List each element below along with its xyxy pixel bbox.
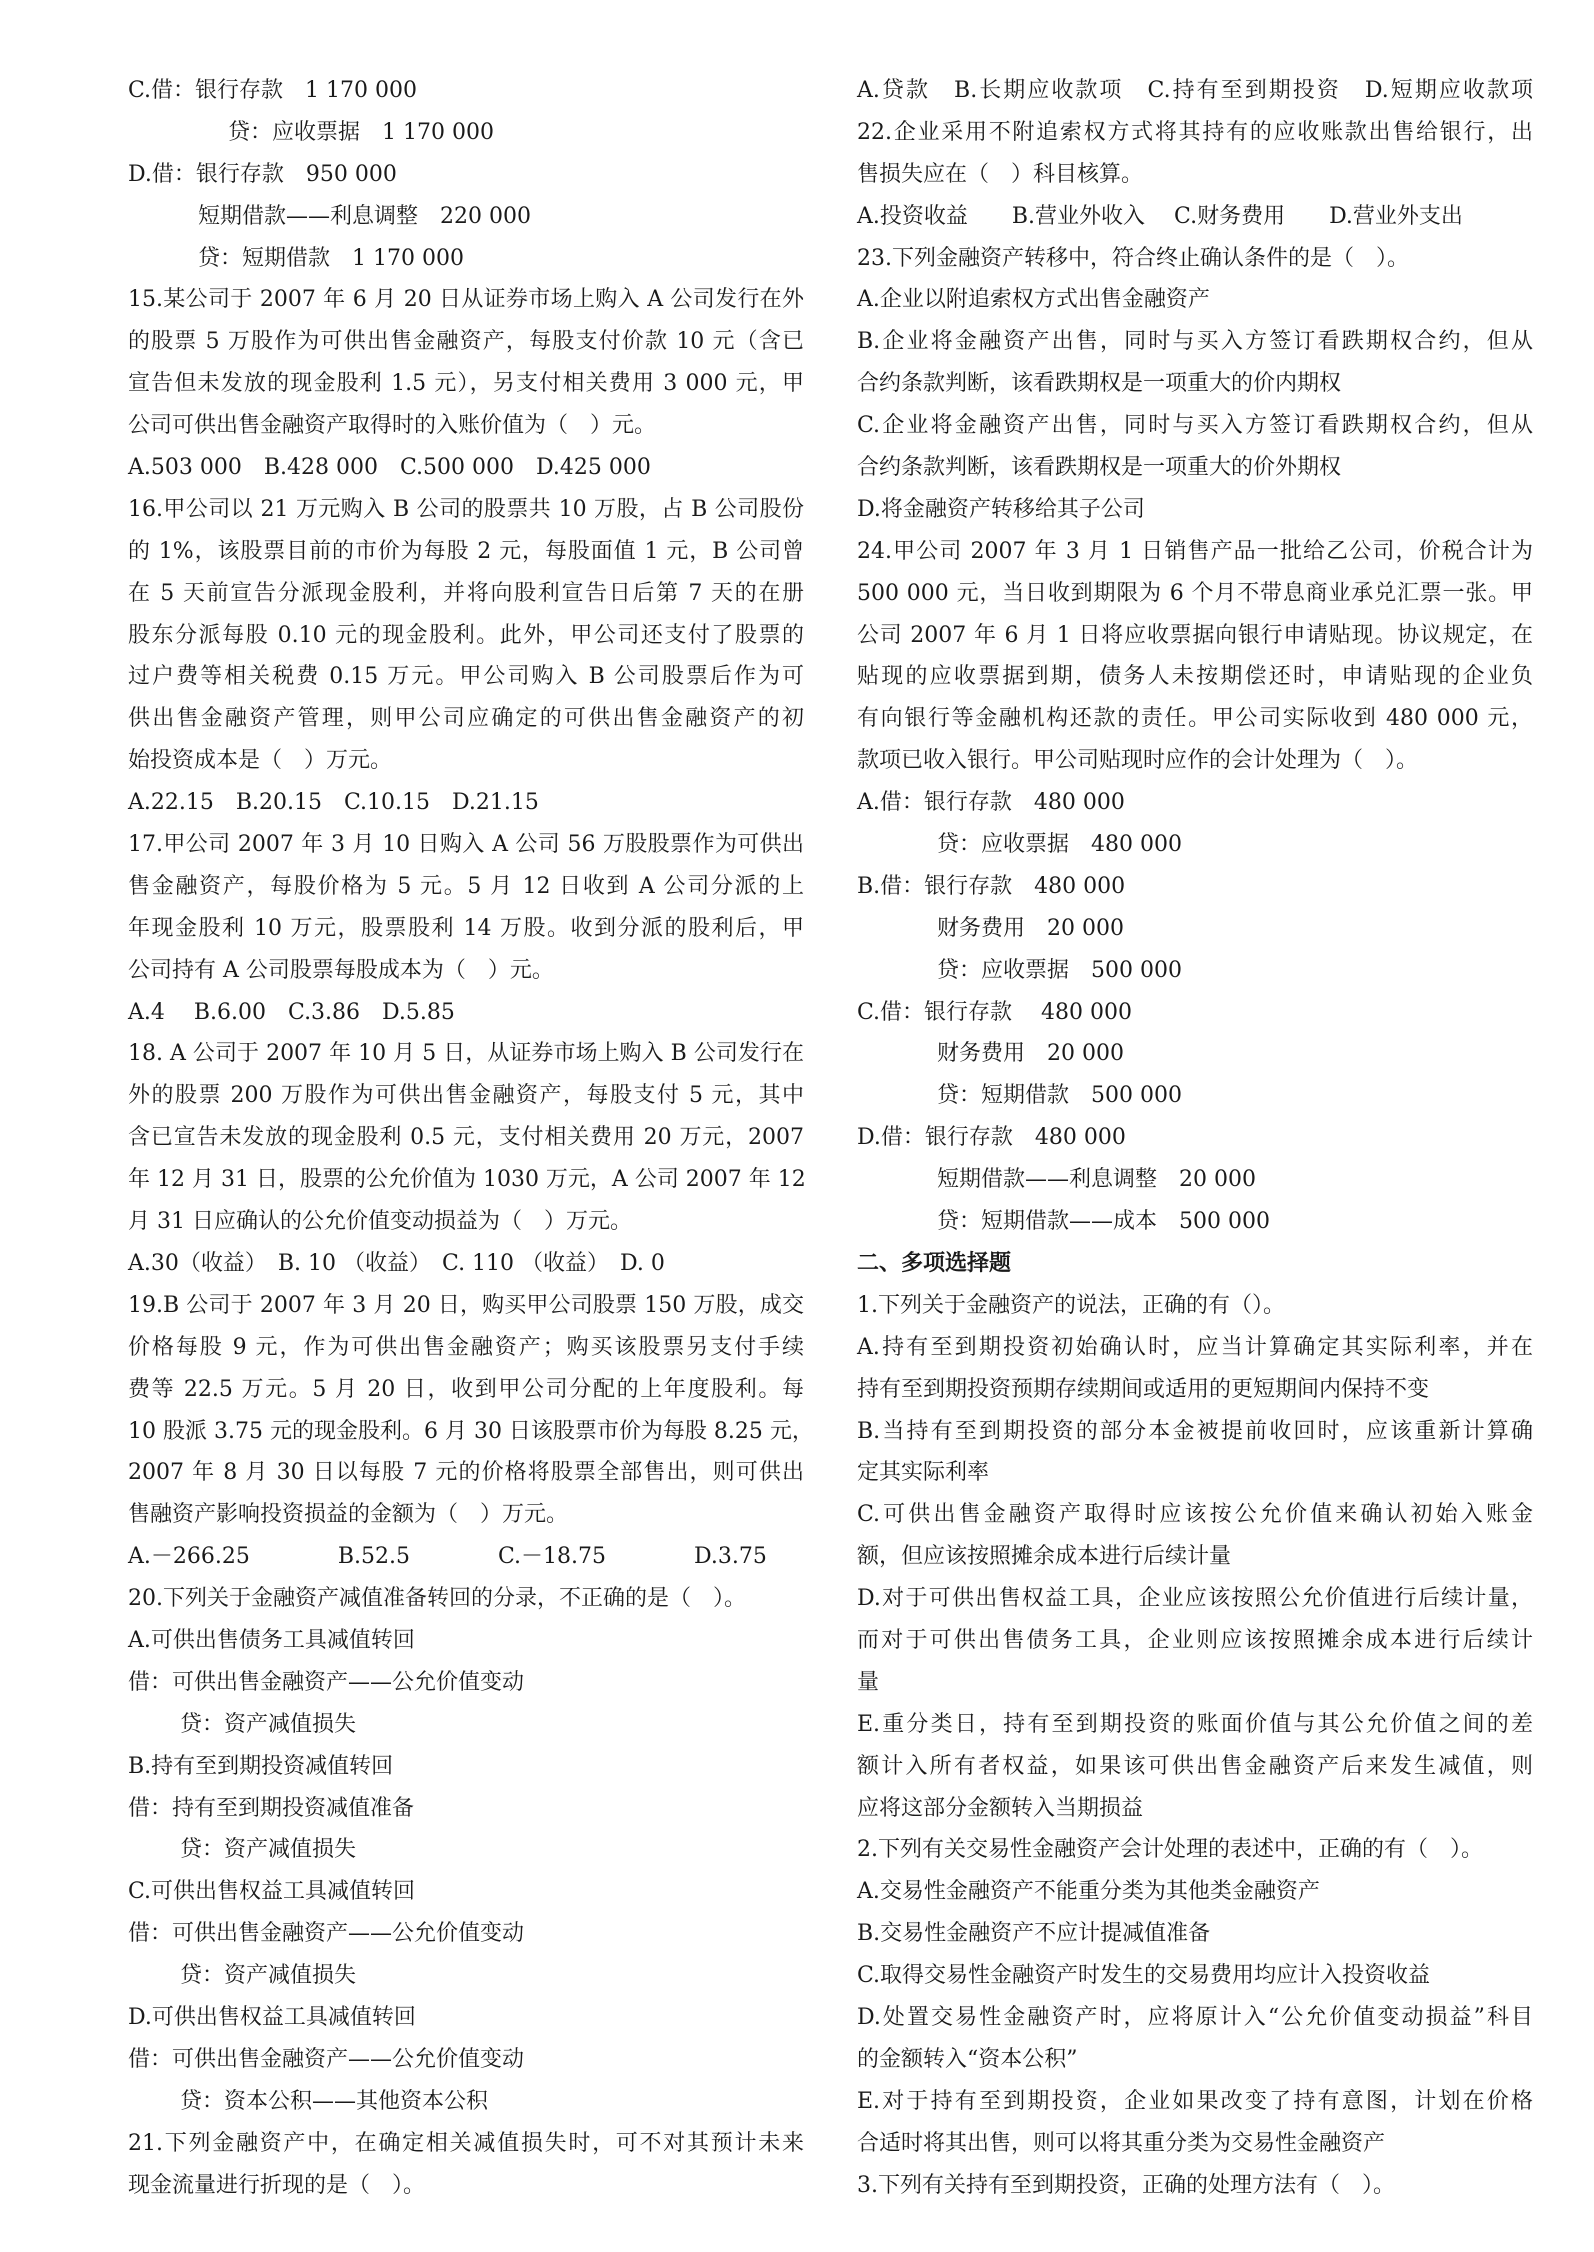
text-line: 供出售金融资产管理，则甲公司应确定的可供出售金融资产的初 (128, 706, 804, 732)
text-line: 定其实际利率 (857, 1460, 990, 1486)
text-line: D.处置交易性金融资产时，应将原计入“公允价值变动损益”科目 (857, 2004, 1533, 2030)
text-line: D.借：银行存款 950 000 (128, 161, 397, 187)
text-line: 短期借款——利息调整 20 000 (937, 1167, 1256, 1193)
text-line: 500 000 元，当日收到期限为 6 个月不带息商业承兑汇票一张。甲 (857, 580, 1533, 606)
text-line: 20.下列关于金融资产减值准备转回的分录，不正确的是（ ）。 (128, 1586, 746, 1612)
text-line: 公司 2007 年 6 月 1 日将应收票据向银行申请贴现。协议规定，在 (857, 622, 1533, 648)
text-line: B.持有至到期投资减值转回 (128, 1753, 394, 1779)
text-line: 贴现的应收票据到期，债务人未按期偿还时，申请贴现的企业负 (857, 664, 1533, 690)
text-line: 的 1%，该股票目前的市价为每股 2 元，每股面值 1 元，B 公司曾 (128, 538, 804, 564)
text-line: 贷：短期借款 500 000 (937, 1083, 1182, 1109)
text-line: 借：可供出售金融资产——公允价值变动 (128, 1669, 525, 1695)
text-line: 财务费用 20 000 (937, 915, 1124, 941)
text-line: 财务费用 20 000 (937, 1041, 1124, 1067)
right-column (857, 70, 1533, 2206)
text-line: A.503 000 B.428 000 C.500 000 D.425 000 (128, 455, 651, 481)
text-line: 1.下列关于金融资产的说法，正确的有（）。 (857, 1292, 1285, 1318)
text-line: 量 (857, 1669, 880, 1695)
text-line: C.企业将金融资产出售，同时与买入方签订看跌期权合约，但从 (857, 413, 1533, 439)
text-line: 18. A 公司于 2007 年 10 月 5 日，从证券市场上购入 B 公司发行在 (128, 1041, 804, 1067)
text-line: 17.甲公司 2007 年 3 月 10 日购入 A 公司 56 万股股票作为可供出 (128, 832, 804, 858)
text-line: A.－266.25 B.52.5 C.－18.75 D.3.75 (128, 1544, 767, 1570)
text-line: 售金融资产，每股价格为 5 元。5 月 12 日收到 A 公司分派的上 (128, 873, 804, 899)
text-line: 合适时将其出售，则可以将其重分类为交易性金融资产 (857, 2130, 1386, 2156)
text-line: 在 5 天前宣告分派现金股利，并将向股利宣告日后第 7 天的在册 (128, 580, 804, 606)
text-line: B.借：银行存款 480 000 (857, 873, 1126, 899)
text-line: 贷：应收票据 480 000 (937, 832, 1182, 858)
text-line: 借：可供出售金融资产——公允价值变动 (128, 1921, 525, 1947)
text-line: 现金流量进行折现的是（ ）。 (128, 2172, 426, 2198)
text-line: E.对于持有至到期投资，企业如果改变了持有意图，计划在价格 (857, 2088, 1533, 2114)
text-line: 过户费等相关税费 0.15 万元。甲公司购入 B 公司股票后作为可 (128, 664, 804, 690)
text-line: 有向银行等金融机构还款的责任。甲公司实际收到 480 000 元， (857, 706, 1533, 732)
text-line: 公司可供出售金融资产取得时的入账价值为（ ）元。 (128, 413, 657, 439)
text-line: 短期借款——利息调整 220 000 (198, 203, 531, 229)
text-line: 售损失应在（ ）科目核算。 (857, 161, 1144, 187)
text-line: 贷：资产减值损失 (180, 1711, 357, 1737)
text-line: 21.下列金融资产中，在确定相关减值损失时，可不对其预计未来 (128, 2130, 804, 2156)
text-line: 贷：短期借款——成本 500 000 (937, 1209, 1270, 1235)
text-line: 费等 22.5 万元。5 月 20 日，收到甲公司分配的上年度股利。每 (128, 1376, 804, 1402)
text-line: 外的股票 200 万股作为可供出售金融资产，每股支付 5 元，其中 (128, 1083, 804, 1109)
text-line: 含已宣告未发放的现金股利 0.5 元，支付相关费用 20 万元，2007 (128, 1125, 804, 1151)
text-line: 10 股派 3.75 元的现金股利。6 月 30 日该股票市价为每股 8.25 元， (128, 1418, 814, 1444)
text-line: A.可供出售债务工具减值转回 (128, 1627, 415, 1653)
text-line: 贷：应收票据 500 000 (937, 957, 1182, 983)
text-line: A.4 B.6.00 C.3.86 D.5.85 (128, 999, 455, 1025)
text-line: 22.企业采用不附追索权方式将其持有的应收账款出售给银行，出 (857, 119, 1533, 145)
left-column (128, 70, 814, 2206)
text-line: A.贷款 B.长期应收款项 C.持有至到期投资 D.短期应收款项 (857, 78, 1533, 103)
text-line: 年现金股利 10 万元，股票股利 14 万股。收到分派的股利后，甲 (128, 915, 804, 941)
text-line: 宣告但未发放的现金股利 1.5 元），另支付相关费用 3 000 元，甲 (128, 371, 804, 397)
text-line: 合约条款判断，该看跌期权是一项重大的价外期权 (857, 455, 1342, 481)
text-line: 应将这部分金额转入当期损益 (857, 1795, 1144, 1821)
text-line: 2.下列有关交易性金融资产会计处理的表述中，正确的有（ ）。 (857, 1837, 1483, 1863)
text-line: 月 31 日应确认的公允价值变动损益为（ ）万元。 (128, 1209, 632, 1235)
text-line: 19.B 公司于 2007 年 3 月 20 日，购买甲公司股票 150 万股，成交 (128, 1292, 804, 1318)
text-line: A.交易性金融资产不能重分类为其他类金融资产 (857, 1879, 1320, 1905)
text-line: 借：持有至到期投资减值准备 (128, 1795, 415, 1821)
section-heading: 二、多项选择题 (857, 1249, 1012, 1276)
text-line: A.持有至到期投资初始确认时，应当计算确定其实际利率，并在 (857, 1334, 1533, 1360)
text-line: 16.甲公司以 21 万元购入 B 公司的股票共 10 万股，占 B 公司股份 (128, 496, 804, 522)
text-line: 贷：短期借款 1 170 000 (198, 245, 464, 271)
text-line: C.可供出售权益工具减值转回 (128, 1879, 416, 1905)
text-line: 额，但应该按照摊余成本进行后续计量 (857, 1544, 1232, 1570)
text-line: 合约条款判断，该看跌期权是一项重大的价内期权 (857, 371, 1342, 397)
text-line: D.将金融资产转移给其子公司 (857, 496, 1145, 522)
text-line: 公司持有 A 公司股票每股成本为（ ）元。 (128, 957, 554, 983)
text-line: C.取得交易性金融资产时发生的交易费用均应计入投资收益 (857, 1963, 1431, 1989)
text-line: 贷：应收票据 1 170 000 (228, 119, 494, 145)
text-line: 贷：资本公积——其他资本公积 (180, 2088, 489, 2114)
text-line: D.对于可供出售权益工具，企业应该按照公允价值进行后续计量， (857, 1586, 1533, 1612)
text-line: 始投资成本是（ ）万元。 (128, 748, 393, 774)
text-line: C.可供出售金融资产取得时应该按公允价值来确认初始入账金 (857, 1502, 1533, 1528)
text-line: 23.下列金融资产转移中，符合终止确认条件的是（ ）。 (857, 245, 1409, 271)
text-line: 24.甲公司 2007 年 3 月 1 日销售产品一批给乙公司，价税合计为 (857, 538, 1533, 564)
text-line: 年 12 月 31 日，股票的公允价值为 1030 万元，A 公司 2007 年 12 (128, 1167, 806, 1193)
text-line: D.可供出售权益工具减值转回 (128, 2004, 416, 2030)
text-line: C.借：银行存款 480 000 (857, 999, 1133, 1025)
text-line: B.交易性金融资产不应计提减值准备 (857, 1921, 1211, 1947)
text-line: 的股票 5 万股作为可供出售金融资产，每股支付价款 10 元（含已 (128, 329, 804, 355)
text-line: 借：可供出售金融资产——公允价值变动 (128, 2046, 525, 2072)
text-line: 的金额转入“资本公积” (857, 2046, 1078, 2072)
text-line: 价格每股 9 元，作为可供出售金融资产；购买该股票另支付手续 (128, 1334, 804, 1360)
text-line: 售融资产影响投资损益的金额为（ ）万元。 (128, 1502, 569, 1528)
text-line: C.借：银行存款 1 170 000 (128, 78, 418, 103)
text-line: A.借：银行存款 480 000 (857, 790, 1125, 816)
text-line: E.重分类日，持有至到期投资的账面价值与其公允价值之间的差 (857, 1711, 1533, 1737)
text-line: 而对于可供出售债务工具，企业则应该按照摊余成本进行后续计 (857, 1627, 1533, 1653)
text-line: 2007 年 8 月 30 日以每股 7 元的价格将股票全部售出，则可供出 (128, 1460, 804, 1486)
text-line: D.借：银行存款 480 000 (857, 1125, 1126, 1151)
text-line: 额计入所有者权益，如果该可供出售金融资产后来发生减值，则 (857, 1753, 1533, 1779)
text-line: B.当持有至到期投资的部分本金被提前收回时，应该重新计算确 (857, 1418, 1533, 1444)
text-line: 3.下列有关持有至到期投资，正确的处理方法有（ ）。 (857, 2172, 1395, 2198)
text-line: B.企业将金融资产出售，同时与买入方签订看跌期权合约，但从 (857, 329, 1533, 355)
text-line: 贷：资产减值损失 (180, 1963, 357, 1989)
text-line: A.投资收益 B.营业外收入 C.财务费用 D.营业外支出 (857, 203, 1463, 229)
text-line: 贷：资产减值损失 (180, 1837, 357, 1863)
text-line: A.22.15 B.20.15 C.10.15 D.21.15 (128, 790, 539, 816)
text-line: 股东分派每股 0.10 元的现金股利。此外，甲公司还支付了股票的 (128, 622, 804, 648)
text-line: A.企业以附追索权方式出售金融资产 (857, 287, 1210, 313)
text-line: 持有至到期投资预期存续期间或适用的更短期间内保持不变 (857, 1376, 1430, 1402)
text-line: A.30（收益） B. 10 （收益） C. 110 （收益） D. 0 (128, 1250, 665, 1276)
text-line: 15.某公司于 2007 年 6 月 20 日从证券市场上购入 A 公司发行在外 (128, 287, 804, 313)
text-line: 款项已收入银行。甲公司贴现时应作的会计处理为（ ）。 (857, 748, 1419, 774)
